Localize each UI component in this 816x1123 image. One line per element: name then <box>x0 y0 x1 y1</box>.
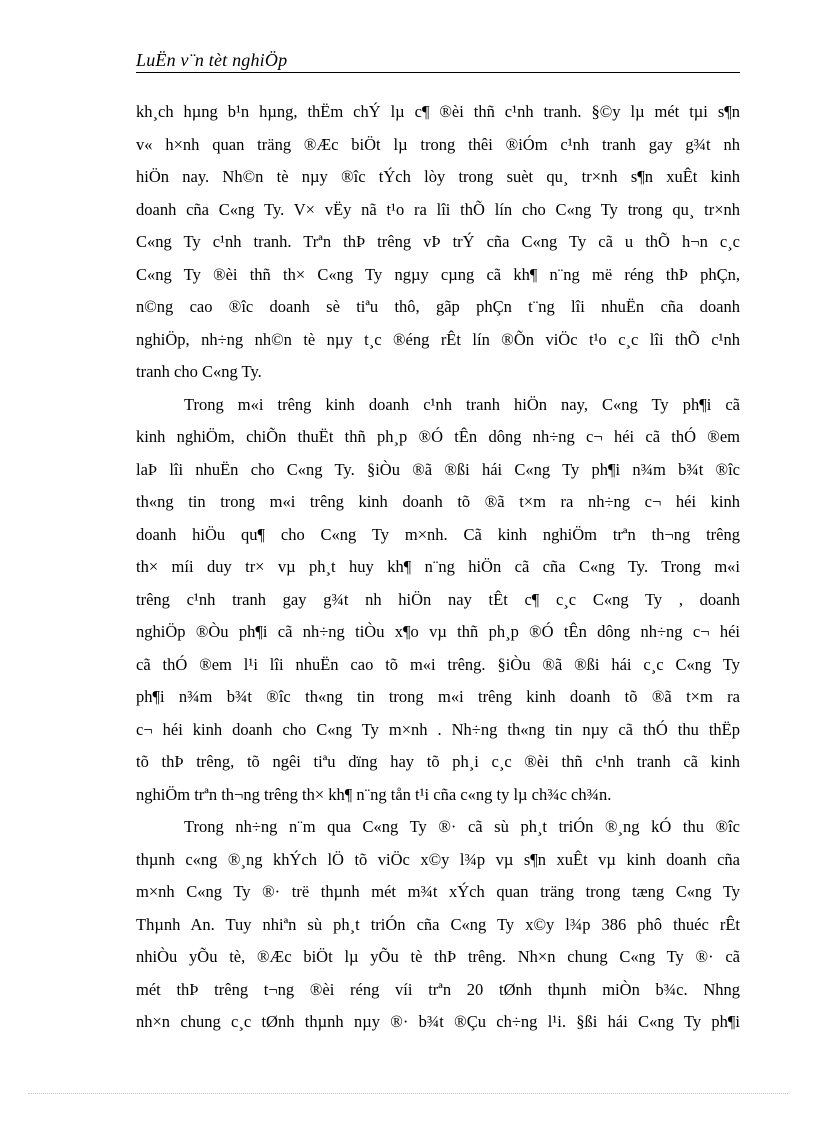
text-line: hiÖn nay. Nh©n tè nµy ®îc tÝch lòy trong suèt qu¸ tr×nh s¶n xuÊt kinh <box>136 167 740 186</box>
text-line: laÞ lîi nhuËn cho C«ng Ty. §iÒu ®ã ®ßi hái C«ng Ty ph¶i n¾m b¾t ®îc <box>136 459 740 479</box>
text-line: nghiÖm trªn th¬ng trêng th× kh¶ n¨ng tån t¹i cña c«ng ty lµ ch¾c ch¾n. <box>136 784 612 804</box>
text-line: nghiÖp, nh÷ng nh©n tè nµy t¸c ®éng rÊt lín ®Õn viÖc t¹o c¸c lîi thÕ c¹nh <box>136 329 740 349</box>
text-line: Trong m«i trêng kinh doanh c¹nh tranh hiÖn nay, C«ng Ty ph¶i cã <box>184 394 740 414</box>
paragraph-2 <box>136 389 740 812</box>
text-line: nh×n chung c¸c tØnh thµnh nµy ®· b¾t ®Çu ch÷ng l¹i. §ßi hái C«ng Ty ph¶i <box>136 1012 740 1031</box>
text-line: Trong nh÷ng n¨m qua C«ng Ty ®· cã sù ph¸t triÓn ®¸ng kÓ thu ®îc <box>184 817 740 836</box>
text-line: thµnh c«ng ®¸ng khÝch lÖ tõ viÖc x©y l¾p vµ s¶n xuÊt vµ kinh doanh cña <box>136 849 740 869</box>
text-line: tranh cho C«ng Ty. <box>136 362 262 381</box>
text-line: mét thÞ trêng t¬ng ®èi réng víi trªn 20 tØnh thµnh miÒn b¾c. Nhng <box>136 979 740 999</box>
paragraph-1 <box>136 96 740 389</box>
text-line: tõ thÞ trêng, tõ ngêi tiªu dïng hay tõ ph¸i c¸c ®èi thñ c¹nh tranh cã kinh <box>136 752 740 771</box>
text-line: trêng c¹nh tranh gay g¾t nh hiÖn nay tÊt c¶ c¸c C«ng Ty , doanh <box>136 589 740 609</box>
text-line: nghiÖp ®Òu ph¶i cã nh÷ng tiÒu x¶o vµ thñ ph¸p ®Ó tÊn dông nh÷ng c¬ héi <box>136 622 740 641</box>
text-line: kh¸ch hµng b¹n hµng, thËm chÝ lµ c¶ ®èi thñ c¹nh tranh. §©y lµ mét tµi s¶n <box>136 102 740 121</box>
header-title: LuËn v¨n tèt nghiÖp <box>136 50 288 70</box>
text-line: kinh nghiÖm, chiÕn thuËt thñ ph¸p ®Ó tÊn dông nh÷ng c¬ héi cã thÓ ®em <box>136 427 740 446</box>
paragraph-3 <box>136 811 740 1039</box>
text-line: doanh cña C«ng Ty. V× vËy nã t¹o ra lîi thÕ lín cho C«ng Ty trong qu¸ tr×nh <box>136 199 740 219</box>
footer-divider <box>28 1093 788 1094</box>
text-line: m×nh C«ng Ty ®· trë thµnh mét m¾t xÝch quan träng trong tæng C«ng Ty <box>136 882 740 901</box>
text-line: th× míi duy tr× vµ ph¸t huy kh¶ n¨ng hiÖn cã cña C«ng Ty. Trong m«i <box>136 557 740 576</box>
text-line: nhiÒu yÕu tè, ®Æc biÖt lµ yÕu tè thÞ trêng. Nh×n chung C«ng Ty ®· cã <box>136 947 740 966</box>
text-line: doanh hiÖu qu¶ cho C«ng Ty m×nh. Cã kinh nghiÖm trªn th¬ng trêng <box>136 524 740 544</box>
text-line: v« h×nh quan träng ®Æc biÖt lµ trong thêi ®iÓm c¹nh tranh gay g¾t nh <box>136 134 740 154</box>
text-line: Thµnh An. Tuy nhiªn sù ph¸t triÓn cña C«ng Ty x©y l¾p 386 phô thuéc rÊt <box>136 914 740 934</box>
text-line: ph¶i n¾m b¾t ®îc th«ng tin trong m«i trêng kinh doanh tõ ®ã t×m ra <box>136 687 740 706</box>
page-header <box>136 50 740 73</box>
text-line: th«ng tin trong m«i trêng kinh doanh tõ ®ã t×m ra nh÷ng c¬ héi kinh <box>136 492 740 511</box>
text-line: c¬ héi kinh doanh cho C«ng Ty m×nh . Nh÷ng th«ng tin nµy cã thÓ thu thËp <box>136 719 740 739</box>
text-line: cã thÓ ®em l¹i lîi nhuËn cao tõ m«i trêng. §iÒu ®ã ®ßi hái c¸c C«ng Ty <box>136 654 740 674</box>
text-line: C«ng Ty ®èi thñ th× C«ng Ty ngµy cµng cã kh¶ n¨ng më réng thÞ phÇn, <box>136 264 740 284</box>
document-body <box>136 96 740 1039</box>
text-line: n©ng cao ®îc doanh sè tiªu thô, gãp phÇn t¨ng lîi nhuËn cña doanh <box>136 297 740 316</box>
text-line: C«ng Ty c¹nh tranh. Trªn thÞ trêng vÞ trÝ cña C«ng Ty cã u thÕ h¬n c¸c <box>136 232 740 251</box>
